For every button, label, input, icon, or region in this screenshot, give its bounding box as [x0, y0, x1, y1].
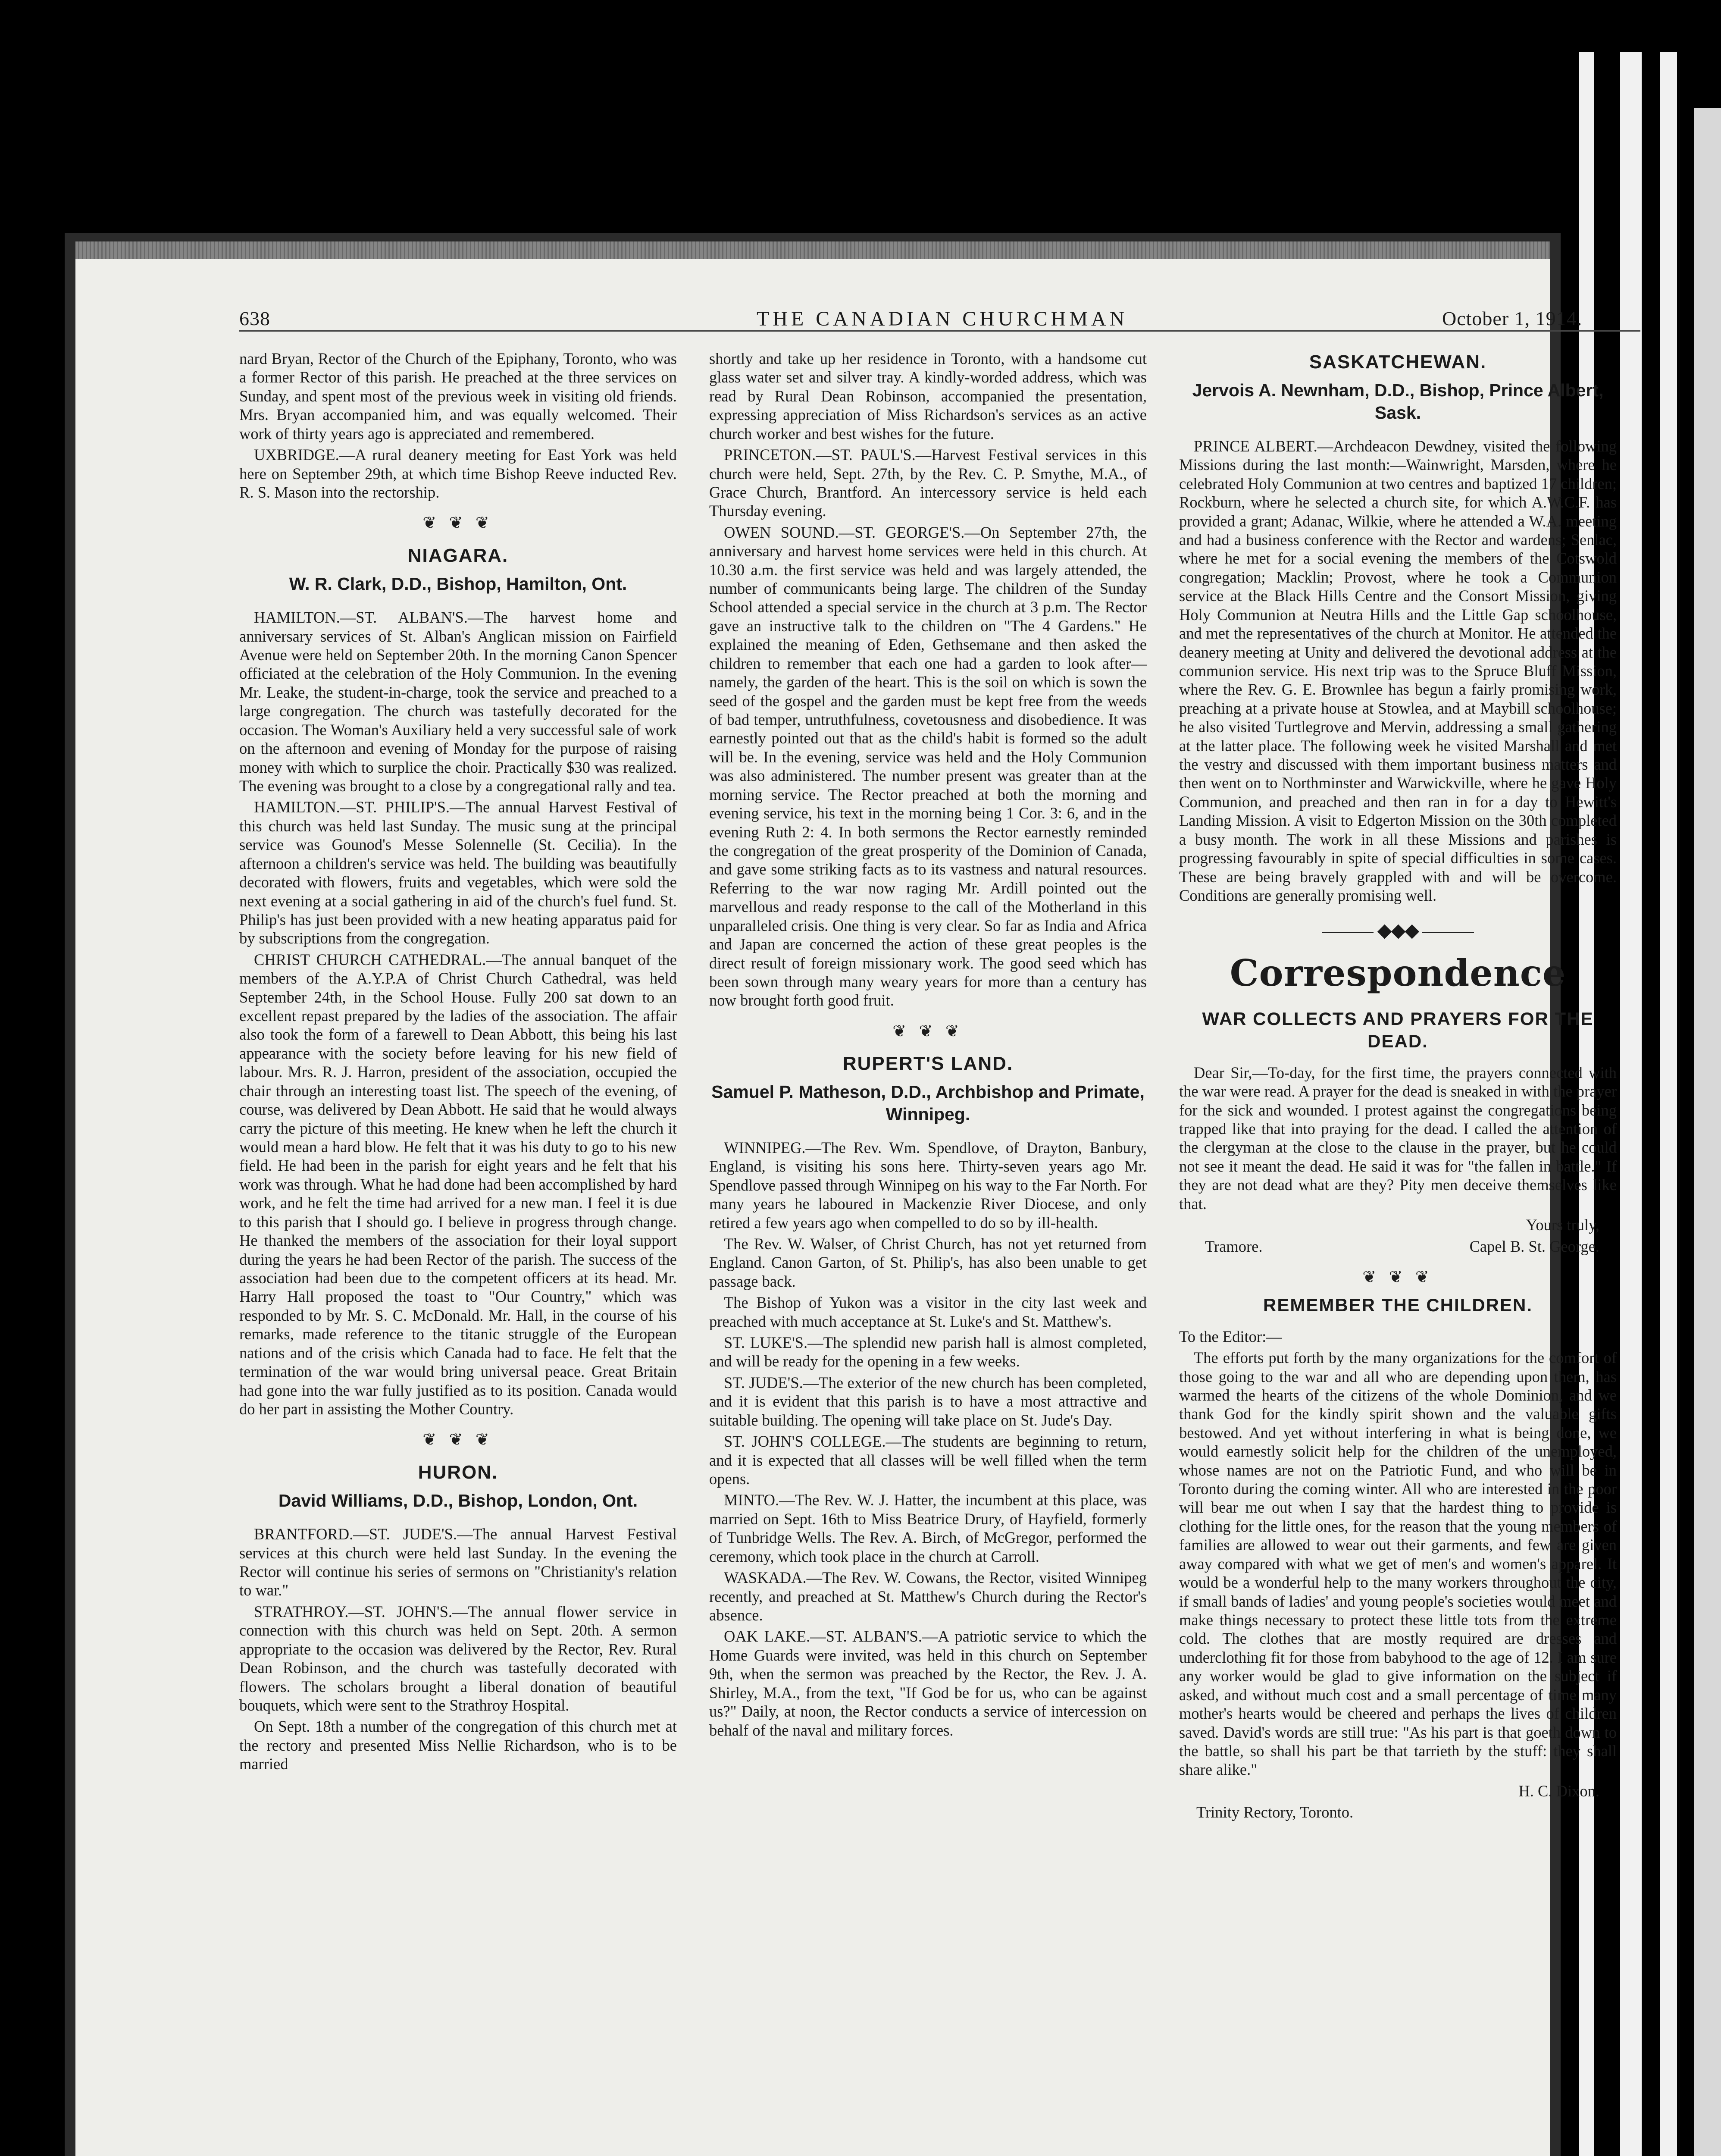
article-paragraph: shortly and take up her residence in Toronto, with a handsome cut glass water set and silver tray. A kindly-worded address, which was read by Rural Dean Robinson, accompanied the presentation, expressing appreciation of Miss Richardson's services as an active church worker and best wishes for the future.: [709, 350, 1147, 442]
letter-title: REMEMBER THE CHILDREN.: [1263, 1295, 1533, 1316]
article-paragraph: HAMILTON.—ST. PHILIP'S.—The annual Harvest Festival of this church was held last Sunday. The music sung at the principal service was Gounod's Messe Solennelle (St. Cecilia). In the afternoon a children's service was held. The building was beautifully decorated with flowers, fruits and vegetables, which were sold the next evening at a social gathering in aid of the church's fuel fund. St. Philip's has just been provided with a new heating apparatus paid for by subscriptions from the congregation.: [239, 798, 677, 947]
paper-title: THE CANADIAN CHURCHMAN: [757, 307, 1128, 330]
correspondence-heading: Correspondence: [1230, 951, 1566, 994]
article-paragraph: ST. JOHN'S COLLEGE.—The students are beginning to return, and it is expected that all classes will be well filled when the term opens.: [709, 1432, 1147, 1488]
section-bishop: Jervois A. Newnham, D.D., Bishop, Prince Albert, Sask.: [1192, 380, 1604, 423]
letter-author: Capel B. St. George.: [1469, 1237, 1599, 1255]
column-3: [1179, 349, 1617, 1824]
section-title: NIAGARA.: [407, 545, 509, 566]
article-paragraph: WASKADA.—The Rev. W. Cowans, the Rector, visited Winnipeg recently, and preached at St. Matthew's Church during the Rector's absence.: [709, 1569, 1147, 1624]
column-2: [709, 349, 1147, 1742]
scanner-bar: [1620, 52, 1642, 2156]
letter-title: WAR COLLECTS AND PRAYERS FOR THE DEAD.: [1202, 1008, 1594, 1052]
section-divider: ❦ ❦ ❦: [422, 514, 494, 533]
letter-signature: [1179, 1237, 1617, 1256]
letter-closing: Yours truly,: [1526, 1216, 1599, 1234]
article-paragraph: STRATHROY.—ST. JOHN'S.—The annual flower service in connection with this church was held on Sept. 20th. A sermon appropriate to the occasion was delivered by the Rector, Rev. Rural Dean Robinson, and the church was tastefully decorated with flowers. The scholars brought a liberal donation of beautiful bouquets, which were sent to the Strathroy Hospital.: [239, 1602, 677, 1714]
article-paragraph: The Rev. W. Walser, of Christ Church, has not yet returned from England. Canon Garton, of St. Philip's, has also been unable to get passage back.: [709, 1235, 1147, 1290]
ornament-divider: ◆◆◆: [1179, 919, 1617, 942]
scanner-bar: [1660, 52, 1677, 2156]
article-paragraph: On Sept. 18th a number of the congregation of this church met at the rectory and presented Miss Nellie Richardson, who is to be married: [239, 1717, 677, 1773]
letter-salutation: To the Editor:—: [1179, 1327, 1282, 1345]
section-divider: ❦ ❦ ❦: [422, 1431, 494, 1449]
section-divider: ❦ ❦ ❦: [1362, 1268, 1433, 1286]
letter-place: Tramore.: [1205, 1237, 1263, 1255]
article-paragraph: ST. JUDE'S.—The exterior of the new church has been completed, and it is evident that this parish is to have a most attractive and suitable building. The opening will take place on St. Jude's Day.: [709, 1373, 1147, 1429]
letter-place: Trinity Rectory, Toronto.: [1196, 1803, 1354, 1821]
letter-author: H. C. Dixon.: [1518, 1782, 1599, 1800]
article-paragraph: BRANTFORD.—ST. JUDE'S.—The annual Harvest Festival services at this church were held last Sunday. In the evening the Rector will continue his series of sermons on "Christianity's relation to war.": [239, 1525, 677, 1599]
article-paragraph: The Bishop of Yukon was a visitor in the city last week and preached with much acceptance at St. Luke's and St. Matthew's.: [709, 1294, 1147, 1330]
section-bishop: David Williams, D.D., Bishop, London, Ont.: [278, 1490, 638, 1510]
page-number: 638: [239, 307, 270, 329]
section-title: RUPERT'S LAND.: [842, 1053, 1014, 1074]
article-paragraph: PRINCE ALBERT.—Archdeacon Dewdney, visited the following Missions during the last month:—Wainwright, Marsden, where he celebrated Holy Communion at two centres and baptized 17 children; Rockburn, where he selected a church site, for which A.W.C.F. has provided a grant; Adanac, Wilkie, where he attended a W.A. meeting and had a business conference with the Rector and wardens; Senlac, where he met for a social evening the members of the Cotswold congregation; Macklin; Provost, where he took a Communion service at the Black Hills Centre and the Consort Mission, giving Holy Communion at Neutra Hills and the Little Gap schoolhouse, and met the representatives of the church at Monitor. He attended the deanery meeting at Unity and delivered the devotional address at the communion service. His next trip was to the Spruce Bluff Mission, where the Rev. G. E. Brownlee has begun a fairly promising work, preaching at a private house at Stowlea, and at Maybill schoolhouse; he also visited Turtlegrove and Mervin, addressing a small gathering at the latter place. The following week he visited Marshall and met the vestry and discussed with them important business matters and then went on to Northminster and Warwickville, where he gave Holy Communion, and preached and then ran in for a day to Hewitt's Landing Mission. A visit to Edgerton Mission on the 30th completed a busy month. The work in all these Missions and parishes is progressing favourably in spite of special difficulties in some cases. These are being bravely grappled with and will be overcome. Conditions are generally promising well.: [1179, 437, 1617, 904]
article-paragraph: OWEN SOUND.—ST. GEORGE'S.—On September 27th, the anniversary and harvest home services were held in this church. At 10.30 a.m. the first service was held and was largely attended, the number of communicants being large. The children of the Sunday School attended a special service in the church at 3 p.m. The Rector gave an instructive talk to the children on "The 4 Gardens." He explained the meaning of Eden, Gethsemane and then asked the children to remember that each one had a garden to look after—namely, the garden of the heart. This is the soil on which is sown the seed of the gospel and the garden must be kept free from the weeds of bad temper, untruthfulness, covetousness and disobedience. It was earnestly pointed out that as the child's habit is formed so the adult will be. In the evening, service was held and the Holy Communion was also administered. The number present was greater than at the morning service. The Rector preached at both the morning and evening service, his text in the morning being 1 Cor. 3: 6, and in the evening Ruth 2: 4. In both sermons the Rector earnestly reminded the congregation of the great prosperity of the Dominion of Canada, and gave some striking facts as to its vastness and natural resources. Referring to the war now raging Mr. Ardill pointed out the marvellous and ready response to the call of the Motherland in this unparalleled crisis. One thing is very clear. So far as India and Africa and Japan are concerned the action of these great peoples is the direct result of foreign missionary work. The good seed which has been sown through many weary years for more than a century has now brought forth good fruit.: [709, 523, 1147, 1009]
article-paragraph: HAMILTON.—ST. ALBAN'S.—The harvest home and anniversary services of St. Alban's Anglican mission on Fairfield Avenue were held on September 20th. In the morning Canon Spencer officiated at the celebration of the Holy Communion. In the evening Mr. Leake, the student-in-charge, took the service and preached to a large congregation. The church was tastefully decorated for the occasion. The Woman's Auxiliary held a very successful sale of work on the afternoon and evening of Monday for the purpose of raising money with which to surplice the choir. Practically $30 was realized. The evening was brought to a close by a congregational rally and tea.: [239, 608, 677, 795]
article-paragraph: CHRIST CHURCH CATHEDRAL.—The annual banquet of the members of the A.Y.P.A of Christ Church Cathedral, was held September 24th, in the School House. Fully 200 sat down to an excellent repast prepared by the ladies of the association. The affair also took the form of a farewell to Dean Abbott, this being his last appearance with the society before leaving for his new field of labour. Mrs. R. J. Harron, president of the association, occupied the chair through an interesting toast list. The speech of the evening, of course, was delivered by Dean Abbott. He said that he would always carry the picture of this meeting. He knew when he left the church it would mean a hard blow. He felt that it was his duty to go to his new field. He had been in the parish for eight years and he felt that his work was through. What he had done had been accomplished by hard work, and he felt the time had arrived for a new man. I feel it is due to this parish that I should go. I believe in progress through change. He thanked the members of the association for their loyal support during the years he had been Rector of the parish. The success of the association had been due to the competent officers at its head. Mr. Harry Hall proposed the toast to "Our Country," which was responded to by Mr. S. C. McDonald. Mr. Hall, in the course of his remarks, made reference to the titanic struggle of the European nations and of the crisis which Canada had to face. He felt that the termination of the war would bring universal peace. Great Britain had gone into the war fully justified as to its position. Canada would do her part in assisting the Mother Country.: [239, 950, 677, 1418]
article-paragraph: UXBRIDGE.—A rural deanery meeting for East York was held here on September 29th, at which time Bishop Reeve inducted Rev. R. S. Mason into the rectorship.: [239, 446, 677, 501]
section-title: HURON.: [418, 1461, 498, 1483]
newspaper-page: [75, 259, 1617, 2156]
section-bishop: W. R. Clark, D.D., Bishop, Hamilton, Ont.: [289, 573, 627, 594]
column-1: [239, 349, 677, 1776]
article-paragraph: WINNIPEG.—The Rev. Wm. Spendlove, of Drayton, Banbury, England, is visiting his sons here. Thirty-seven years ago Mr. Spendlove passed through Winnipeg on his way to the Far North. For many years he laboured in Mackenzie River Diocese, and only retired a few years ago when compelled to do so by ill-health.: [709, 1138, 1147, 1232]
article-paragraph: MINTO.—The Rev. W. J. Hatter, the incumbent at this place, was married on Sept. 16th to Miss Beatrice Drury, of Hayfield, formerly of Tunbridge Wells. The Rev. A. Birch, of McGregor, performed the ceremony, which took place in the church at Carroll.: [709, 1491, 1147, 1565]
header-rule: [239, 330, 1640, 332]
issue-date: October 1, 1914.: [1442, 307, 1583, 329]
letter-paragraph: Dear Sir,—To-day, for the first time, the prayers connected with the war were read. A prayer for the dead is sneaked in with the prayer for the sick and wounded. I protest against the congregations being trapped like that into praying for the dead. I called the attention of the clergyman at the close to the clause in the prayer, but he could not see it meant the dead. He said it was for "the fallen in battle." If they are not dead what are they? Pity men deceive themselves like that.: [1179, 1063, 1617, 1213]
article-paragraph: PRINCETON.—ST. PAUL'S.—Harvest Festival services in this church were held, Sept. 27th, by the Rev. C. P. Smythe, M.A., of Grace Church, Brantford. An intercessory service is held each Thursday evening.: [709, 446, 1147, 520]
section-bishop: Samuel P. Matheson, D.D., Archbishop and Primate, Winnipeg.: [711, 1082, 1145, 1124]
section-divider: ❦ ❦ ❦: [892, 1022, 964, 1040]
adjacent-page-edge: [1694, 108, 1721, 2156]
section-title: SASKATCHEWAN.: [1309, 351, 1487, 373]
article-paragraph: nard Bryan, Rector of the Church of the Epiphany, Toronto, who was a former Rector of this parish. He preached at the three services on Sunday, and spent most of the previous week in visiting old friends. Mrs. Bryan accompanied him, and was equally welcomed. Their work of thirty years ago is appreciated and remembered.: [239, 350, 677, 442]
article-paragraph: ST. LUKE'S.—The splendid new parish hall is almost completed, and will be ready for the opening in a few weeks.: [709, 1334, 1147, 1370]
letter-paragraph: The efforts put forth by the many organizations for the comfort of those going to the war and all who are depending upon them, has warmed the hearts of the citizens of the whole Dominion, and we thank God for the kindly spirit shown and the valuable gifts bestowed. And yet without interfering in what is being done, we would earnestly solicit help for the children of the unemployed, whose names are not on the Patriotic Fund, and who will be in Toronto during the coming winter. All who are interested in the poor will bear me out when I say that the hardest thing to provide is clothing for the little ones, for the reason that the young members of families are allowed to wear out their garments, and few are given away compared with what we get of men's and women's apparel. It would be a wonderful help to the many workers throughout the city, if small bands of ladies' and young people's societies would meet and make things necessary to protect these little tots from the extreme cold. The clothes that are mostly required are dresses and underclothing fit for those from babyhood to the age of 12. I am sure any worker would be glad to give information on the subject if asked, and without much cost and a small percentage of time many mother's hearts would be cheered and perhaps the lives of children saved. David's words are still true: "As his part is that goeth down to the battle, so shall his part be that tarrieth by the stuff: they shall share alike.": [1179, 1349, 1617, 1779]
article-paragraph: OAK LAKE.—ST. ALBAN'S.—A patriotic service to which the Home Guards were invited, was held in this church on September 9th, when the sermon was preached by the Rector, the Rev. J. A. Shirley, M.A., from the text, "If God be for us, who can be against us?" Daily, at noon, the Rector conducts a service of intercession on behalf of the naval and military forces.: [709, 1627, 1147, 1739]
